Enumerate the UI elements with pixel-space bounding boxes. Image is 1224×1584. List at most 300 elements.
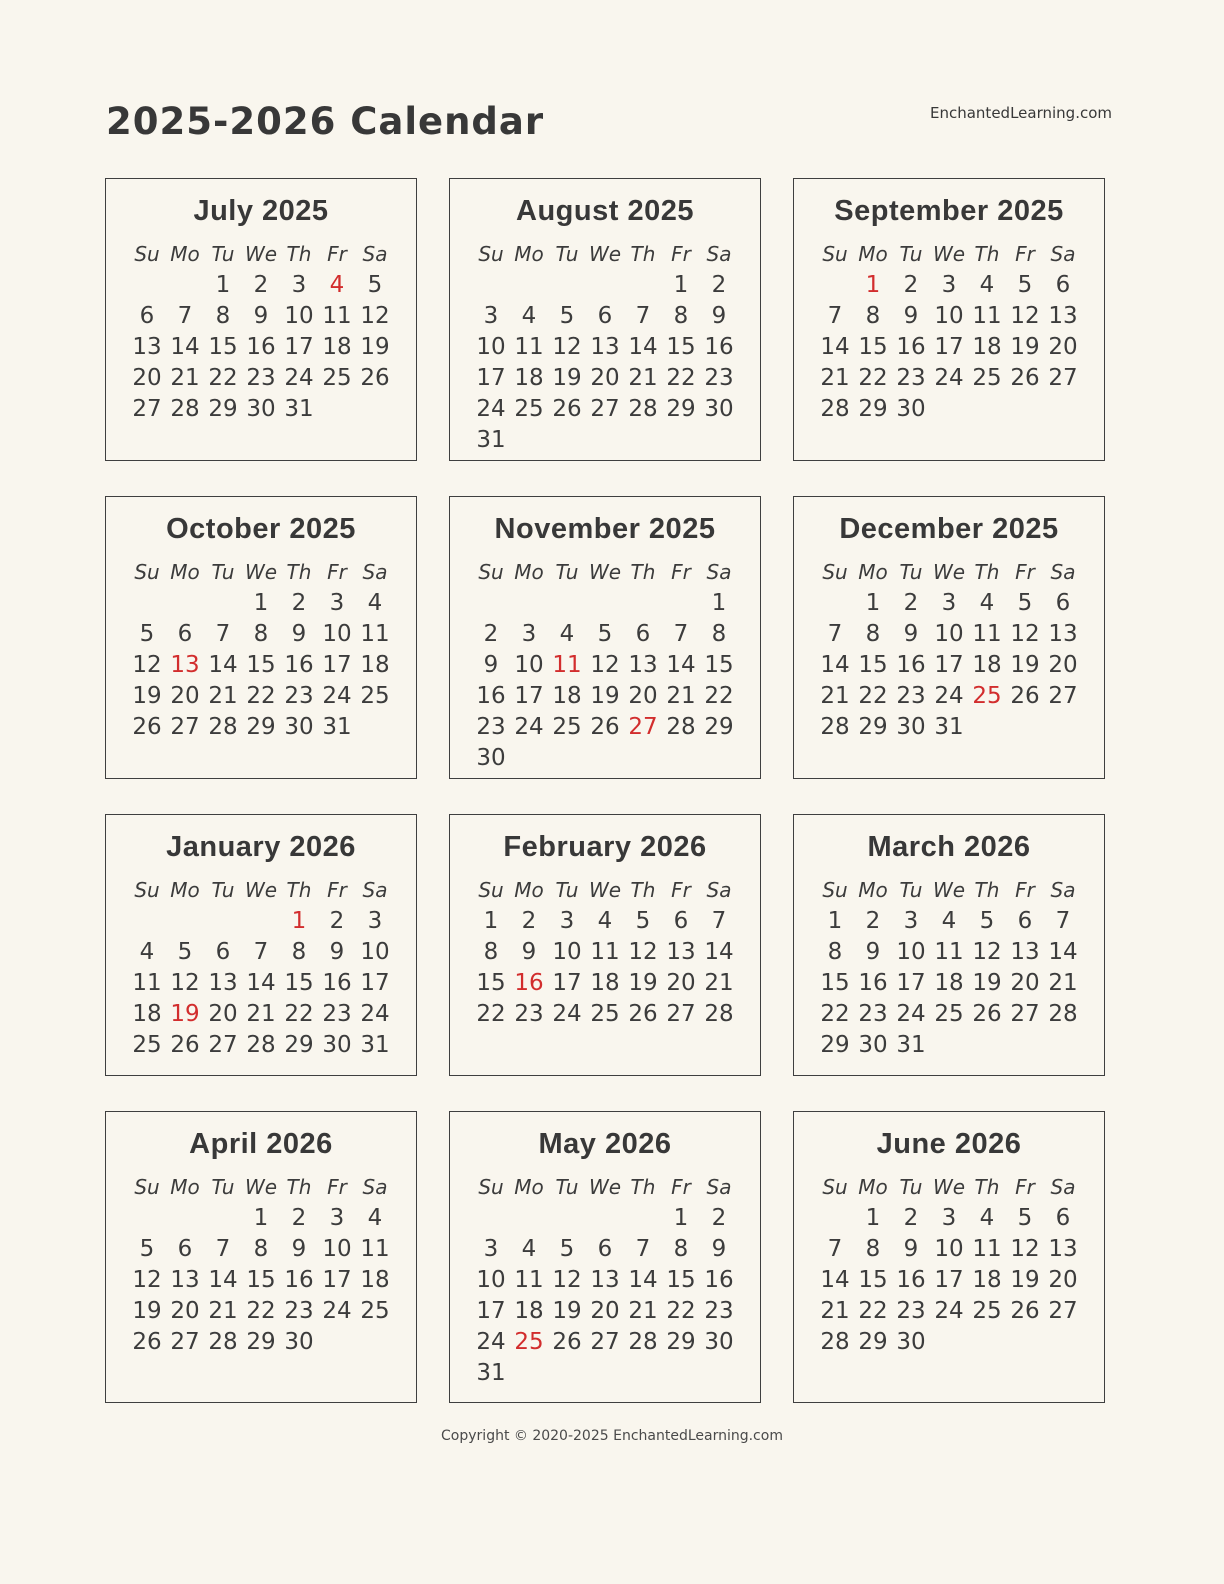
day-cell: 24 (552, 1000, 582, 1027)
day-cell: 20 (1048, 651, 1078, 678)
weekday-header: Su (134, 1174, 160, 1199)
day-cell: 29 (284, 1031, 314, 1058)
copyright-footer: Copyright © 2020-2025 EnchantedLearning.com (441, 1428, 783, 1444)
day-cell: 12 (1010, 302, 1040, 329)
day-cell: 23 (514, 1000, 544, 1027)
day-cell: 1 (827, 907, 843, 934)
day-cell: 17 (322, 651, 352, 678)
day-cell: 5 (139, 1235, 155, 1262)
day-cell: 4 (367, 589, 383, 616)
day-cell: 10 (322, 1235, 352, 1262)
day-cell: 17 (476, 1297, 506, 1324)
day-cell: 29 (208, 395, 238, 422)
day-cell: 11 (322, 302, 352, 329)
month-october-2025 (105, 496, 417, 779)
day-cell: 26 (972, 1000, 1002, 1027)
day-cell: 5 (1017, 589, 1033, 616)
day-cell: 11 (972, 620, 1002, 647)
day-cell: 19 (1010, 651, 1040, 678)
day-cell: 17 (896, 969, 926, 996)
day-cell: 27 (132, 395, 162, 422)
day-cell: 3 (521, 620, 537, 647)
month-september-2025 (793, 178, 1105, 461)
day-cell: 6 (177, 1235, 193, 1262)
day-cell: 25 (972, 1297, 1002, 1324)
day-cell: 22 (208, 364, 238, 391)
day-cell: 8 (483, 938, 499, 965)
day-cell: 16 (896, 651, 926, 678)
day-cell: 12 (1010, 1235, 1040, 1262)
day-cell: 29 (858, 395, 888, 422)
day-cell: 23 (246, 364, 276, 391)
day-cell: 17 (552, 969, 582, 996)
day-cell: 6 (139, 302, 155, 329)
day-cell: 11 (360, 620, 390, 647)
day-cell: 8 (215, 302, 231, 329)
day-cell: 22 (246, 1297, 276, 1324)
day-cell: 31 (284, 395, 314, 422)
day-cell: 7 (711, 907, 727, 934)
day-cell: 1 (865, 1204, 881, 1231)
weekday-header: Th (286, 241, 312, 266)
weekday-header: We (932, 1174, 966, 1199)
weekday-header: Fr (671, 559, 691, 584)
day-cell: 14 (820, 651, 850, 678)
weekday-header: Sa (1050, 241, 1076, 266)
day-cell: 9 (483, 651, 499, 678)
month-day-grid (450, 556, 760, 773)
day-cell: 10 (476, 333, 506, 360)
day-cell: 24 (896, 1000, 926, 1027)
day-cell: 23 (704, 1297, 734, 1324)
day-cell: 23 (704, 364, 734, 391)
day-cell: 4 (139, 938, 155, 965)
holiday-day-cell: 27 (628, 713, 658, 740)
weekday-header: Th (286, 1174, 312, 1199)
day-cell: 26 (1010, 364, 1040, 391)
day-cell: 19 (628, 969, 658, 996)
weekday-header: Th (630, 559, 656, 584)
month-title: November 2025 (494, 513, 716, 545)
weekday-header: Mo (170, 559, 200, 584)
day-cell: 27 (1048, 1297, 1078, 1324)
day-cell: 7 (635, 302, 651, 329)
day-cell: 11 (590, 938, 620, 965)
day-cell: 14 (666, 651, 696, 678)
day-cell: 17 (514, 682, 544, 709)
day-cell: 5 (559, 1235, 575, 1262)
day-cell: 18 (934, 969, 964, 996)
day-cell: 7 (215, 620, 231, 647)
day-cell: 15 (820, 969, 850, 996)
day-cell: 22 (284, 1000, 314, 1027)
day-cell: 2 (711, 1204, 727, 1231)
day-cell: 7 (215, 1235, 231, 1262)
day-cell: 5 (979, 907, 995, 934)
day-cell: 30 (476, 744, 506, 771)
weekday-header: Mo (858, 1174, 888, 1199)
weekday-header: We (588, 877, 622, 902)
day-cell: 29 (704, 713, 734, 740)
holiday-day-cell: 1 (865, 271, 881, 298)
holiday-day-cell: 11 (552, 651, 582, 678)
month-day-grid (106, 556, 416, 742)
day-cell: 30 (858, 1031, 888, 1058)
day-cell: 10 (284, 302, 314, 329)
day-cell: 30 (322, 1031, 352, 1058)
day-cell: 23 (322, 1000, 352, 1027)
weekday-header: Fr (671, 241, 691, 266)
day-cell: 24 (322, 1297, 352, 1324)
weekday-header: Mo (858, 241, 888, 266)
day-cell: 28 (666, 713, 696, 740)
month-day-grid (106, 1171, 416, 1357)
day-cell: 21 (820, 364, 850, 391)
day-cell: 20 (1048, 1266, 1078, 1293)
day-cell: 20 (170, 1297, 200, 1324)
day-cell: 10 (552, 938, 582, 965)
day-cell: 11 (360, 1235, 390, 1262)
weekday-header: Sa (362, 559, 388, 584)
month-title: October 2025 (166, 513, 356, 545)
day-cell: 29 (246, 713, 276, 740)
month-august-2025 (449, 178, 761, 461)
day-cell: 30 (284, 713, 314, 740)
day-cell: 22 (858, 1297, 888, 1324)
day-cell: 12 (360, 302, 390, 329)
day-cell: 21 (628, 364, 658, 391)
day-cell: 25 (360, 1297, 390, 1324)
day-cell: 16 (704, 333, 734, 360)
day-cell: 24 (514, 713, 544, 740)
day-cell: 13 (1010, 938, 1040, 965)
day-cell: 5 (139, 620, 155, 647)
day-cell: 9 (865, 938, 881, 965)
day-cell: 25 (514, 395, 544, 422)
month-day-grid (106, 874, 416, 1060)
day-cell: 4 (941, 907, 957, 934)
day-cell: 9 (903, 1235, 919, 1262)
weekday-header: Sa (706, 877, 732, 902)
weekday-header: We (932, 877, 966, 902)
day-cell: 11 (972, 1235, 1002, 1262)
day-cell: 13 (590, 1266, 620, 1293)
day-cell: 17 (934, 651, 964, 678)
day-cell: 15 (208, 333, 238, 360)
day-cell: 26 (590, 713, 620, 740)
weekday-header: Th (974, 559, 1000, 584)
month-day-grid (450, 1171, 760, 1388)
day-cell: 21 (666, 682, 696, 709)
day-cell: 1 (865, 589, 881, 616)
day-cell: 5 (367, 271, 383, 298)
day-cell: 13 (666, 938, 696, 965)
day-cell: 28 (246, 1031, 276, 1058)
day-cell: 14 (820, 1266, 850, 1293)
month-title: July 2025 (193, 195, 329, 227)
weekday-header: Fr (327, 877, 347, 902)
day-cell: 26 (170, 1031, 200, 1058)
weekday-header: Sa (706, 1174, 732, 1199)
day-cell: 28 (820, 1328, 850, 1355)
day-cell: 2 (903, 589, 919, 616)
weekday-header: Tu (211, 559, 235, 584)
weekday-header: Fr (1015, 559, 1035, 584)
day-cell: 1 (253, 1204, 269, 1231)
day-cell: 3 (367, 907, 383, 934)
day-cell: 6 (635, 620, 651, 647)
day-cell: 18 (360, 1266, 390, 1293)
month-day-grid (794, 874, 1104, 1060)
day-cell: 23 (858, 1000, 888, 1027)
day-cell: 15 (704, 651, 734, 678)
weekday-header: Su (478, 559, 504, 584)
day-cell: 4 (597, 907, 613, 934)
weekday-header: Th (286, 877, 312, 902)
day-cell: 28 (170, 395, 200, 422)
day-cell: 15 (246, 651, 276, 678)
day-cell: 20 (170, 682, 200, 709)
weekday-header: Mo (858, 559, 888, 584)
weekday-header: Fr (671, 1174, 691, 1199)
day-cell: 16 (704, 1266, 734, 1293)
day-cell: 10 (934, 1235, 964, 1262)
weekday-header: Th (974, 241, 1000, 266)
day-cell: 17 (476, 364, 506, 391)
day-cell: 9 (521, 938, 537, 965)
day-cell: 21 (208, 1297, 238, 1324)
day-cell: 17 (934, 333, 964, 360)
day-cell: 29 (666, 1328, 696, 1355)
day-cell: 8 (253, 1235, 269, 1262)
day-cell: 14 (820, 333, 850, 360)
day-cell: 21 (704, 969, 734, 996)
day-cell: 10 (322, 620, 352, 647)
day-cell: 8 (673, 302, 689, 329)
month-december-2025 (793, 496, 1105, 779)
day-cell: 2 (865, 907, 881, 934)
day-cell: 24 (360, 1000, 390, 1027)
day-cell: 16 (322, 969, 352, 996)
day-cell: 29 (820, 1031, 850, 1058)
month-day-grid (794, 238, 1104, 424)
day-cell: 20 (666, 969, 696, 996)
day-cell: 9 (711, 1235, 727, 1262)
weekday-header: Th (630, 241, 656, 266)
day-cell: 26 (552, 1328, 582, 1355)
day-cell: 20 (1048, 333, 1078, 360)
weekday-header: We (244, 559, 278, 584)
day-cell: 18 (514, 1297, 544, 1324)
day-cell: 28 (208, 1328, 238, 1355)
month-title: June 2026 (876, 1128, 1022, 1160)
day-cell: 18 (132, 1000, 162, 1027)
day-cell: 22 (704, 682, 734, 709)
weekday-header: Sa (706, 559, 732, 584)
month-day-grid (106, 238, 416, 424)
day-cell: 9 (329, 938, 345, 965)
weekday-header: Su (134, 877, 160, 902)
day-cell: 19 (552, 364, 582, 391)
day-cell: 28 (208, 713, 238, 740)
day-cell: 3 (941, 1204, 957, 1231)
day-cell: 3 (291, 271, 307, 298)
month-june-2026 (793, 1111, 1105, 1403)
day-cell: 2 (903, 271, 919, 298)
day-cell: 24 (476, 395, 506, 422)
day-cell: 18 (972, 1266, 1002, 1293)
day-cell: 13 (590, 333, 620, 360)
day-cell: 23 (896, 1297, 926, 1324)
day-cell: 19 (1010, 1266, 1040, 1293)
day-cell: 5 (559, 302, 575, 329)
weekday-header: Mo (514, 241, 544, 266)
day-cell: 24 (284, 364, 314, 391)
calendar-grid (105, 178, 1105, 1403)
day-cell: 2 (291, 1204, 307, 1231)
day-cell: 22 (858, 682, 888, 709)
day-cell: 25 (132, 1031, 162, 1058)
weekday-header: Th (974, 1174, 1000, 1199)
weekday-header: Th (630, 1174, 656, 1199)
day-cell: 30 (896, 395, 926, 422)
day-cell: 22 (476, 1000, 506, 1027)
holiday-day-cell: 19 (170, 1000, 200, 1027)
day-cell: 12 (590, 651, 620, 678)
day-cell: 12 (132, 1266, 162, 1293)
weekday-header: Fr (671, 877, 691, 902)
day-cell: 30 (284, 1328, 314, 1355)
weekday-header: Mo (858, 877, 888, 902)
day-cell: 3 (483, 302, 499, 329)
day-cell: 28 (1048, 1000, 1078, 1027)
day-cell: 5 (597, 620, 613, 647)
day-cell: 28 (628, 395, 658, 422)
day-cell: 13 (1048, 1235, 1078, 1262)
day-cell: 18 (972, 333, 1002, 360)
day-cell: 16 (284, 651, 314, 678)
day-cell: 20 (208, 1000, 238, 1027)
day-cell: 17 (360, 969, 390, 996)
day-cell: 20 (590, 364, 620, 391)
day-cell: 1 (253, 589, 269, 616)
day-cell: 6 (1055, 1204, 1071, 1231)
day-cell: 8 (711, 620, 727, 647)
day-cell: 6 (597, 1235, 613, 1262)
day-cell: 22 (246, 682, 276, 709)
day-cell: 22 (820, 1000, 850, 1027)
day-cell: 9 (291, 620, 307, 647)
day-cell: 10 (360, 938, 390, 965)
day-cell: 10 (934, 620, 964, 647)
day-cell: 3 (941, 271, 957, 298)
day-cell: 7 (253, 938, 269, 965)
day-cell: 2 (253, 271, 269, 298)
holiday-day-cell: 25 (514, 1328, 544, 1355)
weekday-header: We (244, 241, 278, 266)
day-cell: 4 (979, 589, 995, 616)
day-cell: 31 (934, 713, 964, 740)
weekday-header: Sa (362, 1174, 388, 1199)
day-cell: 27 (1048, 364, 1078, 391)
day-cell: 16 (858, 969, 888, 996)
day-cell: 4 (521, 1235, 537, 1262)
day-cell: 5 (177, 938, 193, 965)
day-cell: 16 (476, 682, 506, 709)
weekday-header: Su (822, 1174, 848, 1199)
month-title: February 2026 (503, 831, 707, 863)
weekday-header: Su (822, 241, 848, 266)
day-cell: 13 (1048, 302, 1078, 329)
month-january-2026 (105, 814, 417, 1076)
weekday-header: Tu (899, 241, 923, 266)
day-cell: 26 (132, 1328, 162, 1355)
weekday-header: Su (478, 1174, 504, 1199)
day-cell: 6 (1055, 271, 1071, 298)
day-cell: 30 (704, 395, 734, 422)
weekday-header: We (588, 241, 622, 266)
day-cell: 23 (476, 713, 506, 740)
day-cell: 10 (934, 302, 964, 329)
month-july-2025 (105, 178, 417, 461)
day-cell: 17 (284, 333, 314, 360)
day-cell: 3 (329, 589, 345, 616)
month-title: January 2026 (166, 831, 356, 863)
day-cell: 6 (215, 938, 231, 965)
day-cell: 21 (170, 364, 200, 391)
day-cell: 22 (858, 364, 888, 391)
day-cell: 6 (597, 302, 613, 329)
weekday-header: Tu (899, 559, 923, 584)
day-cell: 17 (322, 1266, 352, 1293)
day-cell: 26 (628, 1000, 658, 1027)
day-cell: 16 (246, 333, 276, 360)
day-cell: 1 (673, 271, 689, 298)
day-cell: 18 (590, 969, 620, 996)
day-cell: 18 (322, 333, 352, 360)
day-cell: 6 (1055, 589, 1071, 616)
page-title: 2025-2026 Calendar (106, 100, 545, 143)
day-cell: 14 (628, 333, 658, 360)
day-cell: 21 (628, 1297, 658, 1324)
day-cell: 3 (329, 1204, 345, 1231)
day-cell: 14 (704, 938, 734, 965)
day-cell: 20 (590, 1297, 620, 1324)
day-cell: 12 (552, 1266, 582, 1293)
weekday-header: Th (630, 877, 656, 902)
day-cell: 6 (673, 907, 689, 934)
day-cell: 4 (367, 1204, 383, 1231)
day-cell: 14 (628, 1266, 658, 1293)
holiday-day-cell: 4 (329, 271, 345, 298)
weekday-header: Fr (1015, 1174, 1035, 1199)
day-cell: 12 (1010, 620, 1040, 647)
day-cell: 15 (858, 1266, 888, 1293)
holiday-day-cell: 25 (972, 682, 1002, 709)
weekday-header: Th (974, 877, 1000, 902)
weekday-header: Tu (555, 241, 579, 266)
weekday-header: Su (478, 241, 504, 266)
holiday-day-cell: 16 (514, 969, 544, 996)
day-cell: 28 (704, 1000, 734, 1027)
holiday-day-cell: 13 (170, 651, 200, 678)
day-cell: 11 (514, 333, 544, 360)
day-cell: 28 (628, 1328, 658, 1355)
weekday-header: Su (822, 877, 848, 902)
month-title: August 2025 (516, 195, 694, 227)
day-cell: 14 (170, 333, 200, 360)
day-cell: 27 (590, 1328, 620, 1355)
